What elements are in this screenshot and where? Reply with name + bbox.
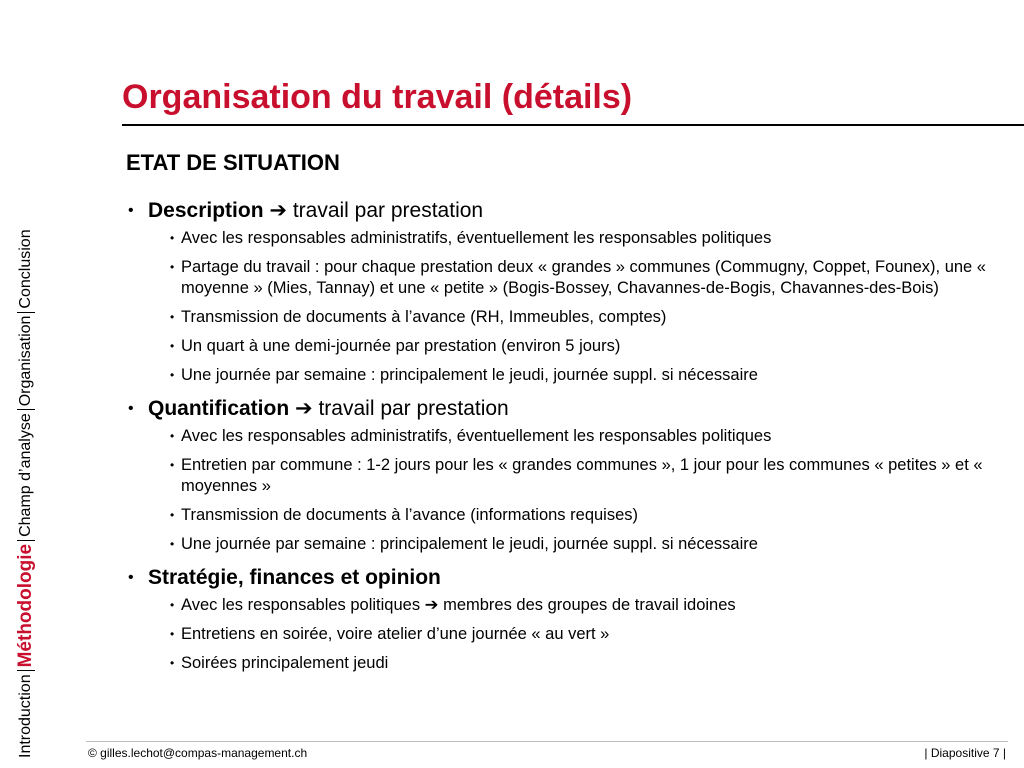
sub-item-text: Entretiens en soirée, voire atelier d’une journée « au vert » bbox=[181, 625, 610, 643]
slide-content bbox=[126, 196, 986, 682]
arrow-icon: ➔ bbox=[269, 199, 287, 222]
sub-item-text: Partage du travail : pour chaque prestation deux « grandes » communes (Commugny, Coppet, Founex), une « moyenne » (Mies, Tannay) et une « petite » (Bogis-Bossey, Chavannes-de-Bogis, Chavannes-des-Bois) bbox=[181, 258, 986, 297]
bullet-dot-icon: • bbox=[128, 202, 134, 219]
sub-item-text: Une journée par semaine : principalement le jeudi, journée suppl. si nécessaire bbox=[181, 366, 758, 384]
nav-item-organisation[interactable]: Organisation bbox=[17, 315, 34, 407]
nav-item-introduction[interactable]: Introduction bbox=[17, 674, 34, 758]
sub-item-text: Soirées principalement jeudi bbox=[181, 654, 389, 672]
bullet-dot-icon: • bbox=[170, 656, 175, 670]
slide-title: Organisation du travail (détails) bbox=[122, 78, 633, 116]
sub-list-item bbox=[126, 228, 986, 249]
sub-list-quantification bbox=[126, 426, 986, 555]
bullet-dot-icon: • bbox=[170, 260, 175, 274]
sub-list-item bbox=[126, 336, 986, 357]
bullet-dot-icon: • bbox=[170, 368, 175, 382]
sub-list-description bbox=[126, 228, 986, 386]
sub-item-text: Avec les responsables administratifs, éventuellement les responsables politiques bbox=[181, 427, 772, 445]
bullet-quantification bbox=[126, 394, 986, 424]
nav-item-methodologie[interactable]: Méthodologie bbox=[15, 543, 36, 668]
nav-item-conclusion[interactable]: Conclusion bbox=[17, 229, 34, 309]
arrow-icon: ➔ bbox=[295, 397, 313, 420]
bullet-dot-icon: • bbox=[170, 231, 175, 245]
sub-item-text: Transmission de documents à l’avance (RH, Immeubles, comptes) bbox=[181, 308, 667, 326]
sub-list-item bbox=[126, 307, 986, 328]
nav-separator bbox=[17, 312, 35, 313]
sub-item-text: Une journée par semaine : principalement le jeudi, journée suppl. si nécessaire bbox=[181, 535, 758, 553]
bullet-dot-icon: • bbox=[170, 458, 175, 472]
bullet-label: Quantification bbox=[148, 397, 290, 420]
bullet-dot-icon: • bbox=[170, 429, 175, 443]
bullet-dot-icon: • bbox=[170, 627, 175, 641]
sub-item-text: Avec les responsables politiques ➔ membres des groupes de travail idoines bbox=[181, 596, 736, 614]
bullet-strategie bbox=[126, 563, 986, 593]
bullet-dot-icon: • bbox=[170, 537, 175, 551]
sub-list-item bbox=[126, 365, 986, 386]
section-heading: ETAT DE SITUATION bbox=[126, 150, 340, 175]
sub-list-item bbox=[126, 505, 986, 526]
bullet-rest: travail par prestation bbox=[318, 397, 509, 420]
section-nav bbox=[12, 66, 40, 758]
sub-item-text: Transmission de documents à l’avance (informations requises) bbox=[181, 506, 639, 524]
sub-list-strategie bbox=[126, 595, 986, 674]
section-nav-wrapper bbox=[12, 66, 40, 758]
sub-list-item bbox=[126, 595, 986, 616]
nav-separator bbox=[17, 540, 35, 541]
bullet-dot-icon: • bbox=[128, 569, 134, 586]
bullet-dot-icon: • bbox=[170, 598, 175, 612]
bullet-dot-icon: • bbox=[128, 400, 134, 417]
sub-item-text: Un quart à une demi-journée par prestation (environ 5 jours) bbox=[181, 337, 621, 355]
sub-item-text: Entretien par commune : 1-2 jours pour les « grandes communes », 1 jour pour les communes « petites » et « moyennes » bbox=[181, 456, 983, 495]
bullet-dot-icon: • bbox=[170, 508, 175, 522]
bullet-label: Stratégie, finances et opinion bbox=[148, 566, 441, 589]
sub-list-item bbox=[126, 534, 986, 555]
nav-separator bbox=[17, 670, 35, 671]
title-divider bbox=[122, 124, 1024, 126]
footer-divider bbox=[86, 741, 1008, 742]
bullet-rest: travail par prestation bbox=[292, 199, 484, 222]
bullet-dot-icon: • bbox=[170, 310, 175, 324]
nav-item-champ-analyse[interactable]: Champ d’analyse bbox=[17, 413, 34, 537]
sub-item-text: Avec les responsables administratifs, éventuellement les responsables politiques bbox=[181, 229, 772, 247]
sub-list-item bbox=[126, 257, 986, 299]
sub-list-item bbox=[126, 624, 986, 645]
sub-list-item bbox=[126, 653, 986, 674]
footer-copyright: © gilles.lechot@compas-management.ch bbox=[88, 746, 308, 760]
bullet-dot-icon: • bbox=[170, 339, 175, 353]
bullet-label: Description bbox=[148, 199, 264, 222]
sub-list-item bbox=[126, 455, 986, 497]
sub-list-item bbox=[126, 426, 986, 447]
bullet-description bbox=[126, 196, 986, 226]
nav-separator bbox=[17, 409, 35, 410]
slide-number: | Diapositive 7 | bbox=[924, 746, 1006, 760]
